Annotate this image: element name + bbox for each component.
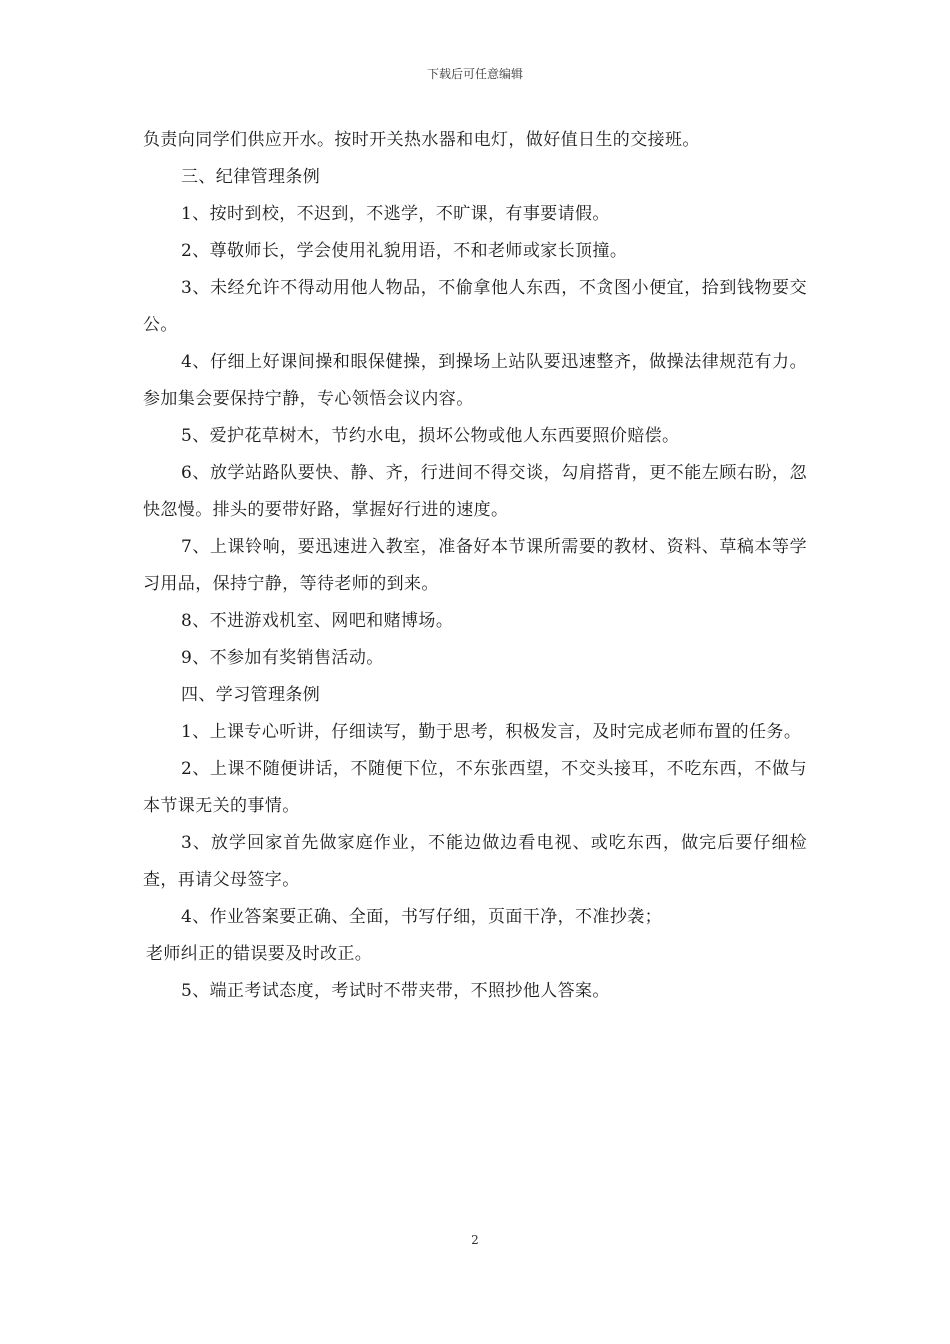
paragraph: 5、爱护花草树木，节约水电，损坏公物或他人东西要照价赔偿。 — [181, 426, 680, 446]
paragraph: 6、放学站路队要快、静、齐，行进间不得交谈，勾肩搭背，更不能左顾右盼，忽快忽慢。排头的要带好路，掌握好行进的速度。 — [143, 463, 807, 520]
paragraph: 3、未经允许不得动用他人物品，不偷拿他人东西，不贪图小便宜，拾到钱物要交公。 — [143, 278, 807, 335]
paragraph: 2、尊敬师长，学会使用礼貌用语，不和老师或家长顶撞。 — [181, 241, 628, 261]
paragraph: 8、不进游戏机室、网吧和赌博场。 — [181, 611, 454, 631]
page-number: 2 — [471, 1233, 479, 1247]
paragraph: 老师纠正的错误要及时改正。 — [146, 944, 373, 964]
section-heading-study: 四、学习管理条例 — [181, 685, 321, 705]
paragraph: 9、不参加有奖销售活动。 — [181, 648, 384, 668]
paragraph: 4、仔细上好课间操和眼保健操，到操场上站队要迅速整齐，做操法律规范有力。参加集会要保持宁静，专心领悟会议内容。 — [143, 352, 807, 409]
paragraph: 3、放学回家首先做家庭作业，不能边做边看电视、或吃东西，做完后要仔细检查，再请父母签字。 — [143, 833, 807, 890]
paragraph: 1、按时到校，不迟到，不逃学，不旷课，有事要请假。 — [181, 204, 610, 224]
paragraph: 2、上课不随便讲话，不随便下位，不东张西望，不交头接耳，不吃东西，不做与本节课无关的事情。 — [143, 759, 807, 816]
page-header-note: 下载后可任意编辑 — [426, 67, 523, 81]
section-heading-discipline: 三、纪律管理条例 — [181, 167, 321, 187]
paragraph: 5、端正考试态度，考试时不带夹带，不照抄他人答案。 — [181, 981, 610, 1001]
paragraph: 7、上课铃响，要迅速进入教室，准备好本节课所需要的教材、资料、草稿本等学习用品，保持宁静，等待老师的到来。 — [143, 537, 807, 594]
paragraph: 1、上课专心听讲，仔细读写，勤于思考，积极发言，及时完成老师布置的任务。 — [181, 722, 802, 742]
paragraph: 负责向同学们供应开水。按时开关热水器和电灯，做好值日生的交接班。 — [143, 130, 700, 150]
document-body — [143, 122, 807, 1010]
paragraph: 4、作业答案要正确、全面，书写仔细，页面干净，不准抄袭； — [181, 907, 663, 927]
